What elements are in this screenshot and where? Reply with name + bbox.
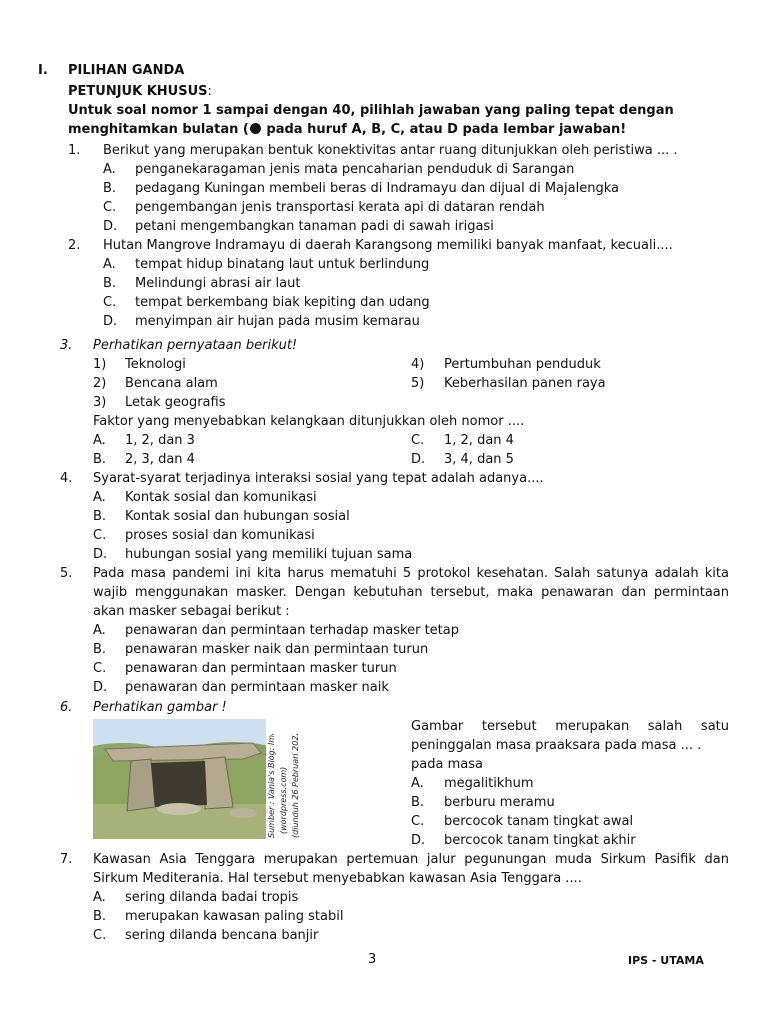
q7-line: Kawasan Asia Tenggara merupakan pertemuan jalur pegunungan muda Sirkum Pasifik dan xyxy=(93,852,729,867)
q5-line: wajib menggunakan masker. Dengan kebutuhan tersebut, maka penawaran dan permintaan xyxy=(93,585,729,600)
credit-line: (wordpress.com) xyxy=(279,766,288,834)
q2-option-text: tempat berkembang biak kepiting dan udang xyxy=(135,295,430,310)
q6-option-text: bercocok tanam tingkat awal xyxy=(444,814,634,829)
q4-number: 4. xyxy=(60,471,73,486)
q3-statement-number: 5) xyxy=(411,376,425,391)
q5-option-text: penawaran dan permintaan terhadap masker tetap xyxy=(125,623,459,638)
q6-number: 6. xyxy=(60,700,73,715)
q7-option-text: merupakan kawasan paling stabil xyxy=(125,909,344,924)
q5-option-letter: C. xyxy=(93,661,107,676)
q4-option-letter: B. xyxy=(93,509,107,524)
q2-option-text: Melindungi abrasi air laut xyxy=(135,276,301,291)
image-credit-rotated-text xyxy=(264,734,314,838)
q1-option-text: pedagang Kuningan membeli beras di Indramayu dan dijual di Majalengka xyxy=(135,181,619,196)
q5-option-letter: B. xyxy=(93,642,107,657)
q2-number: 2. xyxy=(68,238,81,253)
q6-option-text: bercocok tanam tingkat akhir xyxy=(444,833,636,848)
credit-line: Sumber : Vania's Blog: Image xyxy=(267,734,276,838)
q4-option-text: Kontak sosial dan komunikasi xyxy=(125,490,317,505)
q4-option-text: hubungan sosial yang memiliki tujuan sama xyxy=(125,547,413,562)
q6-body xyxy=(411,717,729,774)
q2-option-letter: C. xyxy=(103,295,117,310)
instructions-line2-pre: menghitamkan bulatan ( xyxy=(68,122,249,137)
q7-number: 7. xyxy=(60,852,73,867)
q1-option-text: penganekaragaman jenis mata pencaharian penduduk di Sarangan xyxy=(135,162,575,177)
q6-line: pada masa xyxy=(411,757,483,772)
credit-line: (diunduh 26 Pebruari 2022) xyxy=(291,734,300,838)
q1-option-text: petani mengembangkan tanaman padi di sawah irigasi xyxy=(135,219,494,234)
dolmen-photo xyxy=(93,719,266,839)
q3-statement-text: Letak geografis xyxy=(125,395,226,410)
section-numeral: I. xyxy=(38,63,48,78)
q6-option-letter: C. xyxy=(411,814,425,829)
instructions-heading xyxy=(68,82,212,101)
q3-statement-text: Teknologi xyxy=(125,357,186,372)
q4-option-text: Kontak sosial dan hubungan sosial xyxy=(125,509,350,524)
q6-option-text: berburu meramu xyxy=(444,795,555,810)
q3-option-text: 1, 2, dan 3 xyxy=(125,433,195,448)
q7-text xyxy=(93,850,729,888)
q1-option-text: pengembangan jenis transportasi kerata api di dataran rendah xyxy=(135,200,545,215)
q5-option-letter: A. xyxy=(93,623,106,638)
q6-line: Gambar tersebut merupakan salah satu xyxy=(411,719,729,734)
q3-statement-number: 3) xyxy=(93,395,107,410)
q3-statement-text: Pertumbuhan penduduk xyxy=(444,357,601,372)
q3-option-text: 2, 3, dan 4 xyxy=(125,452,195,467)
q7-option-letter: A. xyxy=(93,890,106,905)
q1-option-letter: D. xyxy=(103,219,118,234)
instructions-line2 xyxy=(68,120,626,139)
q6-option-letter: A. xyxy=(411,776,424,791)
q1-number: 1. xyxy=(68,143,81,158)
image-credit xyxy=(264,734,314,838)
q5-line: Pada masa pandemi ini kita harus mematuhi 5 protokol kesehatan. Salah satunya adalah kita xyxy=(93,566,729,581)
q1-option-letter: B. xyxy=(103,181,117,196)
q6-option-text: megalitikhum xyxy=(444,776,534,791)
q5-number: 5. xyxy=(60,566,73,581)
q5-option-letter: D. xyxy=(93,680,108,695)
q3-statement-number: 4) xyxy=(411,357,425,372)
q4-option-text: proses sosial dan komunikasi xyxy=(125,528,315,543)
q3-number: 3. xyxy=(60,338,73,353)
q6-text: Perhatikan gambar ! xyxy=(93,700,227,715)
q2-option-text: menyimpan air hujan pada musim kemarau xyxy=(135,314,420,329)
q6-option-letter: D. xyxy=(411,833,426,848)
instructions-line1: Untuk soal nomor 1 sampai dengan 40, pilihlah jawaban yang paling tepat dengan xyxy=(68,103,674,118)
section-title: PILIHAN GANDA xyxy=(68,63,185,78)
q5-option-text: penawaran dan permintaan masker turun xyxy=(125,661,397,676)
q2-option-letter: D. xyxy=(103,314,118,329)
q1-option-letter: A. xyxy=(103,162,116,177)
q3-option-letter: C. xyxy=(411,433,425,448)
q1-text: Berikut yang merupakan bentuk konektivitas antar ruang ditunjukkan oleh peristiwa ... . xyxy=(103,143,678,158)
q2-option-letter: A. xyxy=(103,257,116,272)
instructions-line2-post: pada huruf A, B, C, atau D pada lembar jawaban! xyxy=(261,122,627,137)
q4-option-letter: C. xyxy=(93,528,107,543)
q2-option-letter: B. xyxy=(103,276,117,291)
instructions-colon: : xyxy=(207,84,212,99)
q2-option-text: tempat hidup binatang laut untuk berlindung xyxy=(135,257,430,272)
subject-label: IPS - UTAMA xyxy=(628,954,704,967)
q4-option-letter: A. xyxy=(93,490,106,505)
q3-option-letter: B. xyxy=(93,452,107,467)
q5-option-text: penawaran dan permintaan masker naik xyxy=(125,680,389,695)
q3-option-text: 1, 2, dan 4 xyxy=(444,433,514,448)
q5-text xyxy=(93,564,729,621)
instructions-heading-text: PETUNJUK KHUSUS xyxy=(68,84,208,99)
dolmen-illustration xyxy=(93,719,266,839)
page-number: 3 xyxy=(368,952,377,967)
q7-option-text: sering dilanda bencana banjir xyxy=(125,928,319,943)
q3-question: Faktor yang menyebabkan kelangkaan ditunjukkan oleh nomor .... xyxy=(93,414,525,429)
q5-line: akan masker sebagai berikut : xyxy=(93,604,290,619)
q7-option-letter: C. xyxy=(93,928,107,943)
q4-option-letter: D. xyxy=(93,547,108,562)
q3-option-letter: A. xyxy=(93,433,106,448)
q3-text: Perhatikan pernyataan berikut! xyxy=(93,338,298,353)
q3-statement-number: 1) xyxy=(93,357,107,372)
q1-option-letter: C. xyxy=(103,200,117,215)
q2-text: Hutan Mangrove Indramayu di daerah Karangsong memiliki banyak manfaat, kecuali.... xyxy=(103,238,673,253)
filled-bubble-icon xyxy=(250,123,261,134)
q6-option-letter: B. xyxy=(411,795,425,810)
q7-line: Sirkum Mediterania. Hal tersebut menyebabkan kawasan Asia Tenggara .... xyxy=(93,871,582,886)
q5-option-text: penawaran masker naik dan permintaan turun xyxy=(125,642,429,657)
q3-statement-text: Bencana alam xyxy=(125,376,218,391)
q4-text: Syarat-syarat terjadinya interaksi sosial yang tepat adalah adanya.... xyxy=(93,471,544,486)
q7-option-letter: B. xyxy=(93,909,107,924)
q7-option-text: sering dilanda badai tropis xyxy=(125,890,299,905)
q3-option-letter: D. xyxy=(411,452,426,467)
q3-statement-text: Keberhasilan panen raya xyxy=(444,376,606,391)
q6-line: peninggalan masa praaksara pada masa ... . xyxy=(411,738,702,753)
q3-option-text: 3, 4, dan 5 xyxy=(444,452,514,467)
q3-statement-number: 2) xyxy=(93,376,107,391)
